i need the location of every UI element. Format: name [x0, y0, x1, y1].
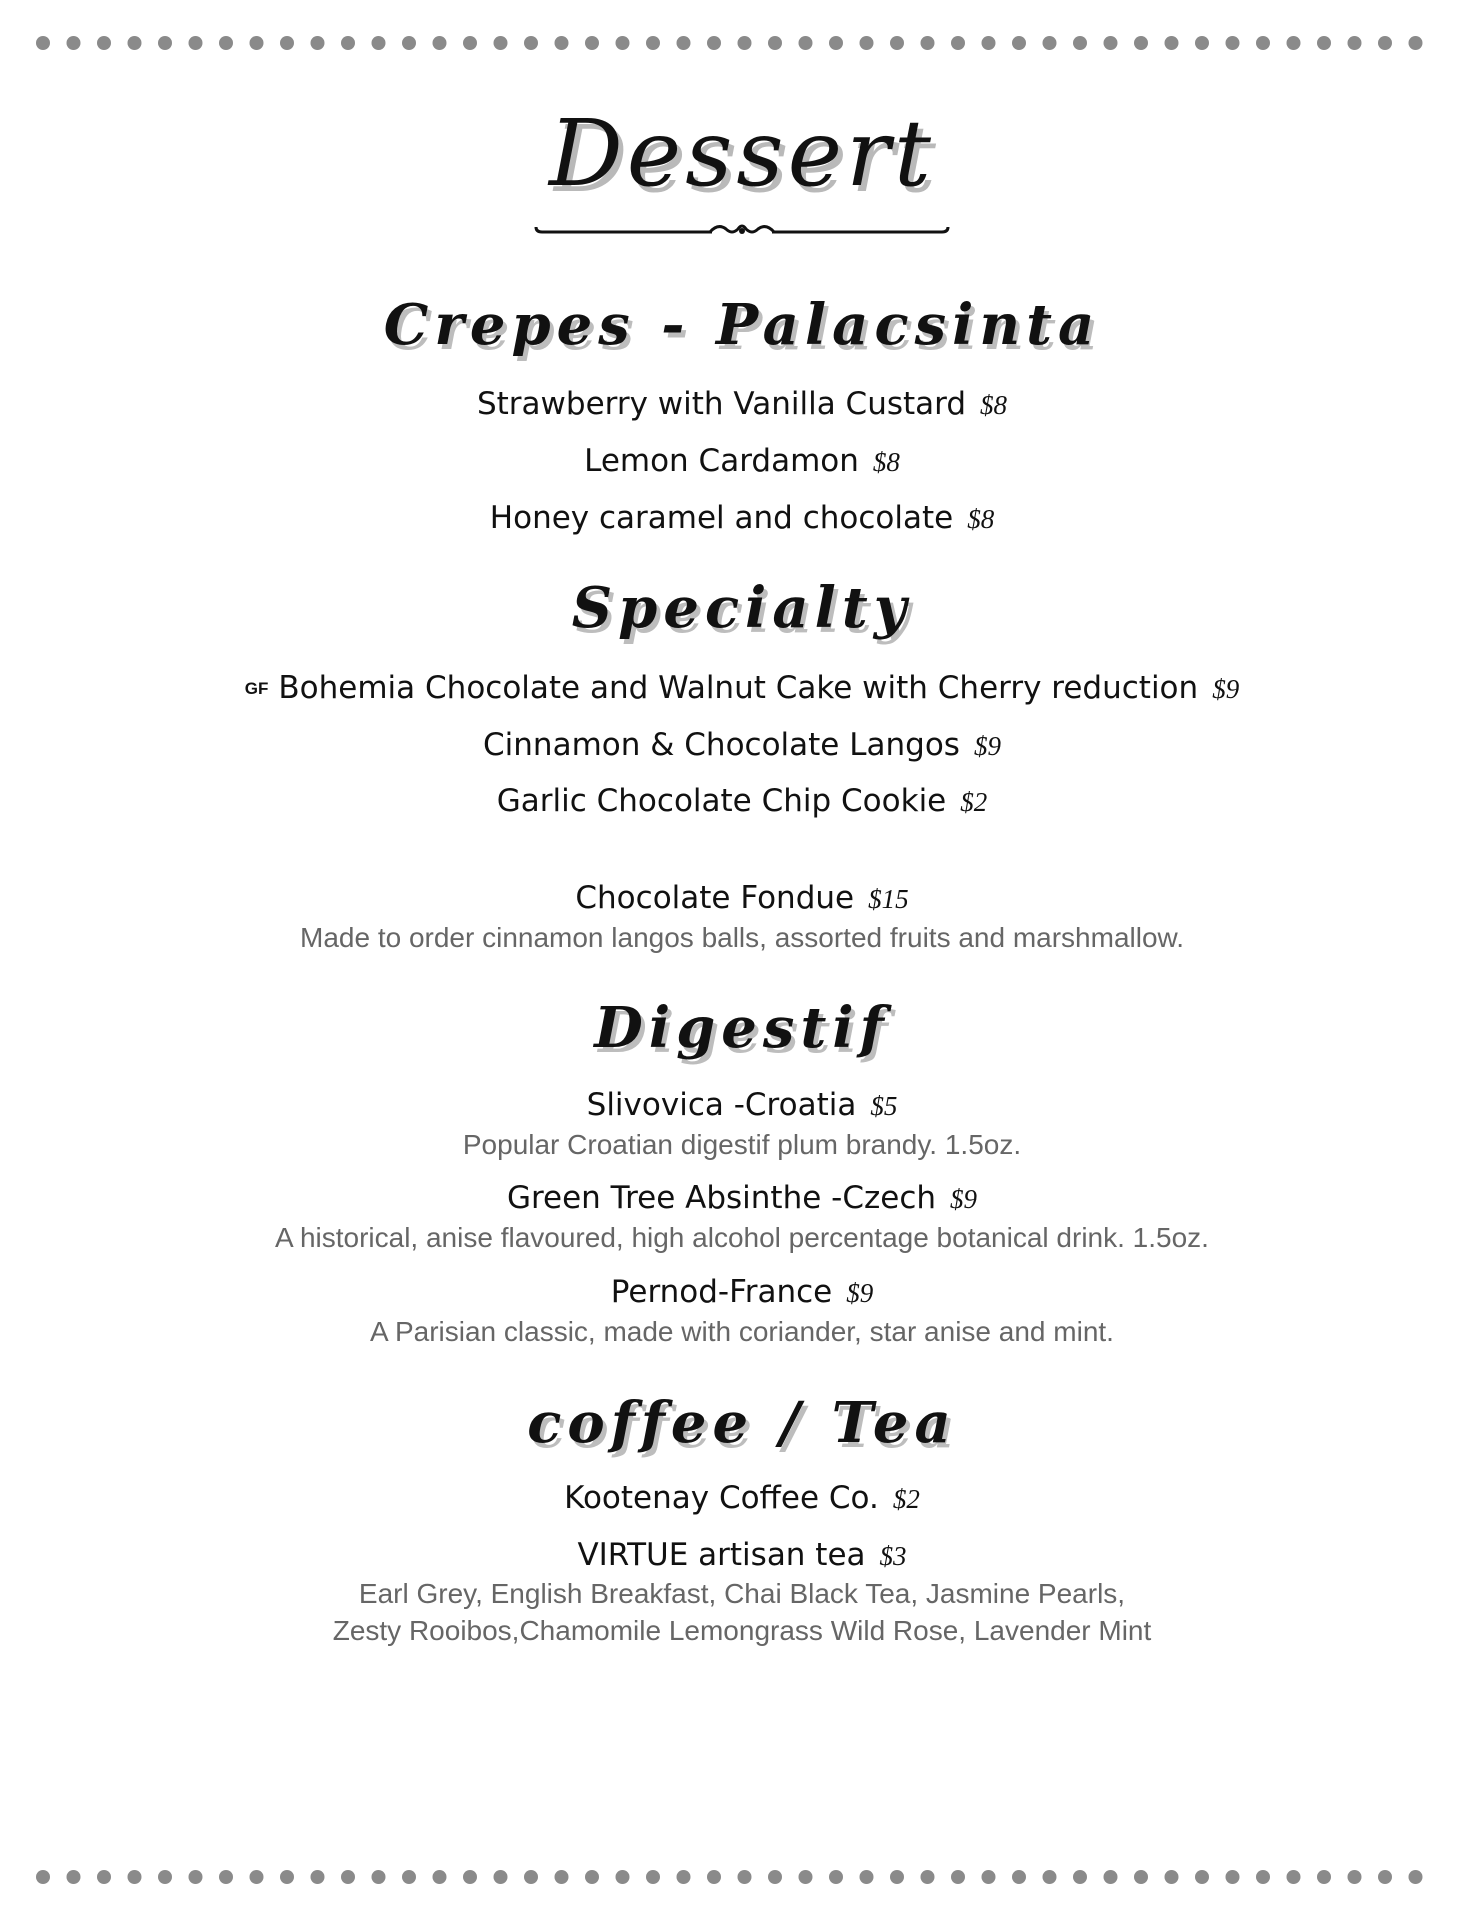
item-price: $9: [846, 1278, 874, 1308]
border-dot: [677, 36, 691, 50]
border-dot: [1043, 1870, 1057, 1884]
menu-item: [0, 500, 1484, 536]
border-dot: [189, 1870, 203, 1884]
border-dot: [402, 1870, 416, 1884]
item-price: $9: [950, 1184, 978, 1214]
border-dot: [677, 1870, 691, 1884]
border-dot: [646, 1870, 660, 1884]
border-dot: [585, 36, 599, 50]
menu-item: [0, 783, 1484, 819]
border-dot: [1043, 36, 1057, 50]
border-dot: [799, 36, 813, 50]
border-dot: [524, 36, 538, 50]
border-dot: [921, 36, 935, 50]
border-dot: [494, 1870, 508, 1884]
bottom-dotted-border: [0, 1867, 1484, 1887]
border-dot: [1226, 36, 1240, 50]
border-dot: [372, 1870, 386, 1884]
border-dot: [1073, 36, 1087, 50]
border-dot: [1348, 1870, 1362, 1884]
border-dot: [463, 36, 477, 50]
border-dot: [189, 36, 203, 50]
border-dot: [280, 36, 294, 50]
border-dot: [890, 1870, 904, 1884]
border-dot: [219, 36, 233, 50]
item-price: $15: [868, 884, 909, 914]
border-dot: [921, 1870, 935, 1884]
item-name: VIRTUE artisan tea: [577, 1537, 866, 1573]
border-dot: [1165, 36, 1179, 50]
border-dot: [372, 36, 386, 50]
item-name: Garlic Chocolate Chip Cookie: [496, 783, 947, 819]
border-dot: [982, 36, 996, 50]
menu-item: [0, 727, 1484, 763]
border-dot: [463, 1870, 477, 1884]
border-dot: [982, 1870, 996, 1884]
border-dot: [341, 1870, 355, 1884]
menu-item: [0, 1274, 1484, 1310]
border-dot: [1195, 36, 1209, 50]
border-dot: [616, 36, 630, 50]
border-dot: [951, 36, 965, 50]
item-price: $9: [1212, 674, 1240, 704]
border-dot: [829, 1870, 843, 1884]
border-dot: [128, 1870, 142, 1884]
border-dot: [1165, 1870, 1179, 1884]
flourish-divider-icon: [532, 215, 952, 245]
menu-item: [0, 670, 1484, 706]
item-name: Green Tree Absinthe -Czech: [506, 1180, 937, 1216]
border-dot: [646, 36, 660, 50]
item-description: A historical, anise flavoured, high alcohol percentage botanical drink. 1.5oz.: [275, 1222, 1209, 1253]
border-dot: [768, 1870, 782, 1884]
border-dot: [97, 36, 111, 50]
item-price: $8: [980, 390, 1008, 420]
item-price: $5: [870, 1091, 898, 1121]
item-description: Earl Grey, English Breakfast, Chai Black Tea, Jasmine Pearls,: [358, 1578, 1126, 1609]
item-description: Popular Croatian digestif plum brandy. 1.5oz.: [462, 1129, 1022, 1160]
menu-item: [0, 1537, 1484, 1573]
item-description: Zesty Rooibos,Chamomile Lemongrass Wild Rose, Lavender Mint: [332, 1615, 1152, 1646]
menu-item: [0, 1087, 1484, 1123]
border-dot: [768, 36, 782, 50]
border-dot: [860, 36, 874, 50]
menu-item: [0, 1180, 1484, 1216]
menu-item: [0, 443, 1484, 479]
item-name: Strawberry with Vanilla Custard: [476, 386, 967, 422]
border-dot: [1287, 36, 1301, 50]
item-description: A Parisian classic, made with coriander, star anise and mint.: [370, 1316, 1114, 1347]
item-price: $9: [973, 731, 1001, 761]
border-dot: [67, 1870, 81, 1884]
border-dot: [1409, 1870, 1423, 1884]
border-dot: [1378, 1870, 1392, 1884]
border-dot: [860, 1870, 874, 1884]
item-name: Honey caramel and chocolate: [489, 500, 954, 536]
border-dot: [707, 36, 721, 50]
section-title-digestif: Digestif: [594, 995, 890, 1061]
item-name: Slivovica -Croatia: [586, 1087, 857, 1123]
item-name: Cinnamon & Chocolate Langos: [483, 727, 960, 763]
border-dot: [1287, 1870, 1301, 1884]
border-dot: [1073, 1870, 1087, 1884]
section-title-crepes: Crepes - Palacsinta: [383, 292, 1101, 358]
border-dot: [1012, 1870, 1026, 1884]
border-dot: [402, 36, 416, 50]
border-dot: [951, 1870, 965, 1884]
item-name: Kootenay Coffee Co.: [564, 1480, 879, 1516]
border-dot: [890, 36, 904, 50]
item-price: $3: [879, 1541, 907, 1571]
border-dot: [97, 1870, 111, 1884]
top-dotted-border: [0, 33, 1484, 53]
section-title-coffee-tea: coffee / Tea: [527, 1390, 957, 1456]
border-dot: [1134, 1870, 1148, 1884]
border-dot: [1348, 36, 1362, 50]
border-dot: [250, 36, 264, 50]
border-dot: [738, 36, 752, 50]
border-dot: [67, 36, 81, 50]
item-name: Bohemia Chocolate and Walnut Cake with Cherry reduction: [278, 670, 1199, 706]
border-dot: [433, 1870, 447, 1884]
menu-item: [0, 386, 1484, 422]
border-dot: [1317, 36, 1331, 50]
menu-item: [0, 1480, 1484, 1516]
border-dot: [799, 1870, 813, 1884]
border-dot: [616, 1870, 630, 1884]
border-dot: [280, 1870, 294, 1884]
border-dot: [829, 36, 843, 50]
border-dot: [341, 36, 355, 50]
border-dot: [1256, 1870, 1270, 1884]
border-dot: [1012, 36, 1026, 50]
item-name: Lemon Cardamon: [584, 443, 859, 479]
border-dot: [128, 36, 142, 50]
border-dot: [1378, 36, 1392, 50]
item-name: Pernod-France: [610, 1274, 833, 1310]
item-price: $8: [872, 447, 900, 477]
border-dot: [1409, 36, 1423, 50]
item-price: $2: [892, 1484, 920, 1514]
border-dot: [433, 36, 447, 50]
border-dot: [36, 1870, 50, 1884]
border-dot: [311, 1870, 325, 1884]
border-dot: [219, 1870, 233, 1884]
border-dot: [1256, 36, 1270, 50]
gluten-free-badge: GF: [244, 679, 269, 698]
border-dot: [738, 1870, 752, 1884]
border-dot: [524, 1870, 538, 1884]
border-dot: [555, 1870, 569, 1884]
section-title-specialty: Specialty: [571, 575, 913, 641]
border-dot: [1317, 1870, 1331, 1884]
border-dot: [36, 36, 50, 50]
border-dot: [311, 36, 325, 50]
item-description: Made to order cinnamon langos balls, assorted fruits and marshmallow.: [300, 922, 1184, 953]
menu-item: [0, 880, 1484, 916]
border-dot: [1195, 1870, 1209, 1884]
border-dot: [494, 36, 508, 50]
border-dot: [158, 1870, 172, 1884]
page-title: Dessert: [548, 100, 936, 207]
border-dot: [1226, 1870, 1240, 1884]
border-dot: [707, 1870, 721, 1884]
item-price: $8: [967, 504, 995, 534]
border-dot: [250, 1870, 264, 1884]
border-dot: [158, 36, 172, 50]
border-dot: [1104, 36, 1118, 50]
border-dot: [1134, 36, 1148, 50]
item-name: Chocolate Fondue: [575, 880, 855, 916]
border-dot: [585, 1870, 599, 1884]
border-dot: [1104, 1870, 1118, 1884]
item-price: $2: [960, 787, 988, 817]
border-dot: [555, 36, 569, 50]
